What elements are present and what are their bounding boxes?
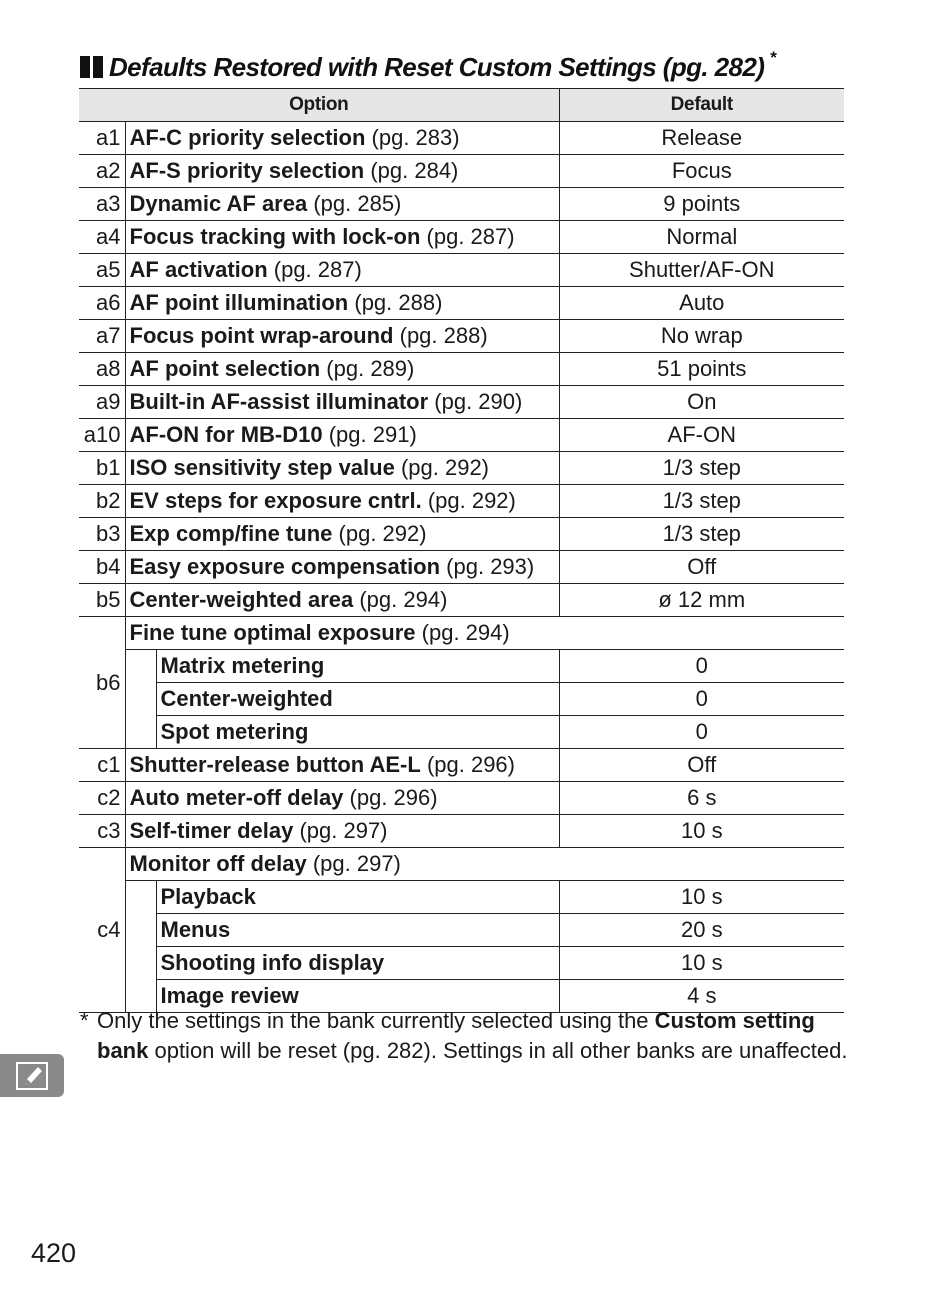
table-row <box>79 122 844 155</box>
row-id: a5 <box>79 254 125 287</box>
row-default: Off <box>559 749 844 782</box>
row-id: c1 <box>79 749 125 782</box>
row-option <box>125 518 559 551</box>
subrow-option: Matrix metering <box>156 650 559 683</box>
group-title-page: (pg. 297) <box>306 851 401 876</box>
group-title-page: (pg. 294) <box>415 620 510 645</box>
row-option-name: EV steps for exposure cntrl. <box>129 488 422 513</box>
header-default: Default <box>559 89 844 122</box>
row-default: 10 s <box>559 815 844 848</box>
row-option-page: (pg. 292) <box>421 488 516 513</box>
row-option-page: (pg. 296) <box>420 752 515 777</box>
group-title-name: Fine tune optimal exposure <box>129 620 416 645</box>
row-option-name: Shutter-release button AE-L <box>129 752 421 777</box>
row-id: b5 <box>79 584 125 617</box>
footnote-text-before: Only the settings in the bank currently selected using the <box>97 1008 655 1033</box>
row-option-name: AF activation <box>129 257 268 282</box>
footnote-text <box>97 1006 850 1066</box>
subrow-option: Playback <box>156 881 559 914</box>
header-option: Option <box>79 89 559 122</box>
table-row <box>79 353 844 386</box>
page-number: 420 <box>31 1238 77 1268</box>
table-row <box>79 221 844 254</box>
row-default: No wrap <box>559 320 844 353</box>
row-id: a4 <box>79 221 125 254</box>
row-default: On <box>559 386 844 419</box>
row-option-page: (pg. 291) <box>322 422 417 447</box>
row-option-page: (pg. 289) <box>320 356 415 381</box>
table-subrow <box>79 650 844 683</box>
row-option-page: (pg. 293) <box>440 554 535 579</box>
footnote-asterisk: * <box>80 1008 89 1033</box>
row-option <box>125 221 559 254</box>
row-option-name: AF-C priority selection <box>129 125 366 150</box>
row-default: Auto <box>559 287 844 320</box>
row-default: 1/3 step <box>559 452 844 485</box>
row-id: c3 <box>79 815 125 848</box>
subrow-option: Spot metering <box>156 716 559 749</box>
subrow-default: 4 s <box>559 980 844 1013</box>
row-option-page: (pg. 287) <box>420 224 515 249</box>
row-option-name: AF point selection <box>129 356 321 381</box>
row-option-name: ISO sensitivity step value <box>129 455 395 480</box>
footnote-bold: Custom setting bank <box>97 1008 815 1063</box>
row-id: a8 <box>79 353 125 386</box>
row-option <box>125 155 559 188</box>
pencil-icon <box>15 1061 49 1091</box>
subrow-option: Image review <box>156 980 559 1013</box>
table-group-row <box>79 848 844 881</box>
row-default: Release <box>559 122 844 155</box>
row-option-name: Built-in AF-assist illuminator <box>129 389 429 414</box>
row-option <box>125 254 559 287</box>
row-option-name: Easy exposure compensation <box>129 554 441 579</box>
table-row <box>79 815 844 848</box>
table-row <box>79 782 844 815</box>
row-option-page: (pg. 284) <box>364 158 459 183</box>
row-option <box>125 584 559 617</box>
subrow-default: 0 <box>559 650 844 683</box>
row-option-page: (pg. 283) <box>365 125 460 150</box>
row-default: 1/3 step <box>559 485 844 518</box>
row-option <box>125 485 559 518</box>
table-row <box>79 386 844 419</box>
table-subrow <box>79 947 844 980</box>
row-default: 6 s <box>559 782 844 815</box>
table-row <box>79 254 844 287</box>
row-option <box>125 782 559 815</box>
row-option <box>125 815 559 848</box>
footnote <box>80 1006 850 1066</box>
row-option-page: (pg. 296) <box>343 785 438 810</box>
table-header-row <box>79 89 844 122</box>
table-group-row <box>79 617 844 650</box>
section-heading <box>80 46 860 88</box>
row-id: b2 <box>79 485 125 518</box>
row-option <box>125 386 559 419</box>
table-row <box>79 188 844 221</box>
table-subrow <box>79 881 844 914</box>
group-id: c4 <box>79 848 125 1013</box>
row-option <box>125 320 559 353</box>
row-option <box>125 188 559 221</box>
subrow-option: Center-weighted <box>156 683 559 716</box>
row-default: Shutter/AF-ON <box>559 254 844 287</box>
table-subrow <box>79 716 844 749</box>
row-option-name: Dynamic AF area <box>129 191 308 216</box>
row-option <box>125 419 559 452</box>
footnote-text-after: option will be reset (pg. 282). Settings in all other banks are unaffected. <box>148 1038 848 1063</box>
table-row <box>79 749 844 782</box>
row-default: 9 points <box>559 188 844 221</box>
row-default: Normal <box>559 221 844 254</box>
row-option-name: Focus point wrap-around <box>129 323 394 348</box>
row-option-page: (pg. 297) <box>293 818 388 843</box>
table-row <box>79 485 844 518</box>
group-title <box>125 848 844 881</box>
row-id: c2 <box>79 782 125 815</box>
row-option-page: (pg. 288) <box>348 290 443 315</box>
row-id: b1 <box>79 452 125 485</box>
row-id: a9 <box>79 386 125 419</box>
row-id: a1 <box>79 122 125 155</box>
row-option-name: Self-timer delay <box>129 818 294 843</box>
table-row <box>79 320 844 353</box>
table-row <box>79 287 844 320</box>
row-id: a3 <box>79 188 125 221</box>
row-option-page: (pg. 285) <box>307 191 402 216</box>
row-default: Focus <box>559 155 844 188</box>
subrow-default: 10 s <box>559 947 844 980</box>
row-option-page: (pg. 294) <box>353 587 448 612</box>
row-option-page: (pg. 287) <box>267 257 362 282</box>
row-default: Off <box>559 551 844 584</box>
row-option <box>125 122 559 155</box>
row-option <box>125 749 559 782</box>
row-option <box>125 452 559 485</box>
subrow-default: 0 <box>559 716 844 749</box>
row-option <box>125 287 559 320</box>
row-option-page: (pg. 290) <box>428 389 523 414</box>
table-subrow <box>79 683 844 716</box>
group-id: b6 <box>79 617 125 749</box>
row-option-name: Auto meter-off delay <box>129 785 344 810</box>
subrow-default: 10 s <box>559 881 844 914</box>
row-option-name: AF point illumination <box>129 290 349 315</box>
section-tab <box>0 1054 64 1097</box>
table-row <box>79 518 844 551</box>
table-row <box>79 584 844 617</box>
defaults-table <box>79 88 844 1013</box>
row-default: ø 12 mm <box>559 584 844 617</box>
table-row <box>79 551 844 584</box>
table-row <box>79 419 844 452</box>
heading-title: Defaults Restored with Reset Custom Settings (pg. 282) <box>109 51 765 82</box>
group-title <box>125 617 844 650</box>
row-option-page: (pg. 292) <box>394 455 490 480</box>
row-option-name: Focus tracking with lock-on <box>129 224 421 249</box>
row-id: a6 <box>79 287 125 320</box>
row-option-name: AF-ON for MB-D10 <box>129 422 323 447</box>
row-option <box>125 353 559 386</box>
row-id: b3 <box>79 518 125 551</box>
subrow-default: 0 <box>559 683 844 716</box>
table-row <box>79 452 844 485</box>
row-id: a7 <box>79 320 125 353</box>
row-option-page: (pg. 292) <box>332 521 427 546</box>
row-option-page: (pg. 288) <box>393 323 488 348</box>
row-option <box>125 551 559 584</box>
subrow-option: Shooting info display <box>156 947 559 980</box>
group-title-name: Monitor off delay <box>129 851 307 876</box>
heading-marker-icon <box>80 56 103 78</box>
heading-asterisk: * <box>770 48 777 67</box>
row-default: 51 points <box>559 353 844 386</box>
row-option-name: Exp comp/fine tune <box>129 521 333 546</box>
table-subrow <box>79 914 844 947</box>
row-option-name: Center-weighted area <box>129 587 354 612</box>
row-default: 1/3 step <box>559 518 844 551</box>
row-id: b4 <box>79 551 125 584</box>
row-id: a10 <box>79 419 125 452</box>
table-row <box>79 155 844 188</box>
row-default: AF-ON <box>559 419 844 452</box>
row-option-name: AF-S priority selection <box>129 158 365 183</box>
row-id: a2 <box>79 155 125 188</box>
subrow-default: 20 s <box>559 914 844 947</box>
subrow-option: Menus <box>156 914 559 947</box>
